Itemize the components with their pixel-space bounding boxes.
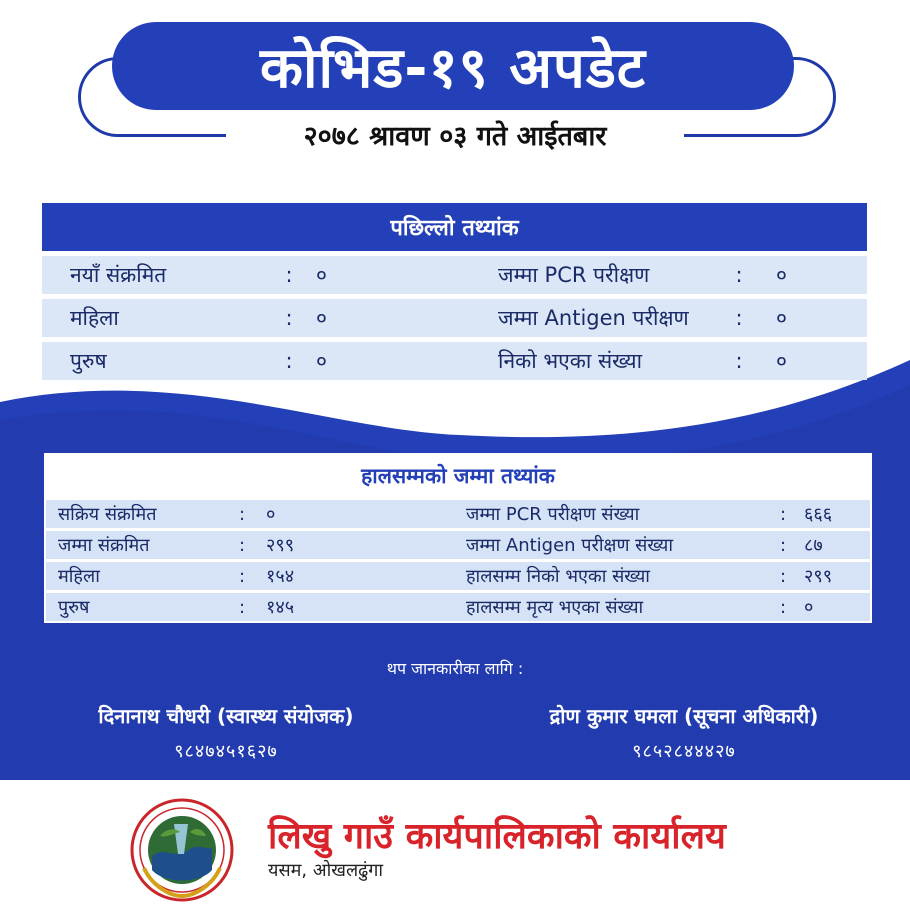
row-value: ०	[316, 349, 327, 373]
row-value: ०	[776, 263, 787, 287]
office-name: लिखु गाउँ कार्यपालिकाको कार्यालय	[268, 816, 726, 857]
separator: :	[779, 565, 787, 587]
row-label: महिला	[70, 306, 119, 330]
contact-health-coordinator	[40, 702, 412, 763]
row-label: पुरुष	[70, 349, 107, 373]
separator: :	[238, 565, 246, 587]
row-value: ८७	[804, 535, 823, 556]
separator: :	[285, 306, 293, 330]
separator: :	[779, 596, 787, 618]
separator: :	[779, 534, 787, 556]
contact-information-officer	[490, 702, 878, 763]
table-row	[42, 299, 867, 337]
row-value: २९९	[804, 566, 833, 587]
page-title: कोभिड-१९ अपडेट	[259, 36, 647, 101]
row-label: जम्मा Antigen परीक्षण	[498, 306, 689, 330]
separator: :	[285, 263, 293, 287]
header-banner	[112, 22, 794, 110]
separator: :	[238, 503, 246, 525]
row-label: सक्रिय संक्रमित	[58, 504, 157, 525]
row-label: जम्मा संक्रमित	[58, 535, 150, 556]
row-label: नयाँ संक्रमित	[70, 263, 167, 287]
contact-name: द्रोण कुमार घमला (सूचना अधिकारी)	[549, 704, 819, 728]
row-label: जम्मा PCR परीक्षण संख्या	[466, 504, 640, 525]
row-value: ०	[316, 306, 327, 330]
date-label: २०७८ श्रावण ०३ गते आईतबार	[226, 116, 684, 152]
contact-name: दिनानाथ चौधरी (स्वास्थ्य संयोजक)	[98, 704, 354, 728]
latest-table-heading: पछिल्लो तथ्यांक	[42, 203, 867, 251]
separator: :	[735, 306, 743, 330]
office-address: यसम, ओखलढुंगा	[268, 860, 384, 881]
row-label: हालसम्म निको भएका संख्या	[466, 566, 650, 587]
table-row	[46, 562, 870, 590]
separator: :	[735, 263, 743, 287]
separator: :	[779, 503, 787, 525]
row-value: २९९	[266, 535, 295, 556]
latest-table	[42, 203, 867, 380]
row-value: १५४	[266, 566, 295, 587]
contact-phone: ९८५२८४४४२७	[632, 741, 736, 762]
row-label: हालसम्म मृत्य भएका संख्या	[466, 597, 644, 618]
row-label: जम्मा Antigen परीक्षण संख्या	[466, 535, 673, 556]
separator: :	[238, 596, 246, 618]
separator: :	[735, 349, 743, 373]
table-row	[42, 342, 867, 380]
row-label: महिला	[58, 566, 100, 587]
table-row	[46, 593, 870, 621]
row-value: ०	[316, 263, 327, 287]
cumulative-table	[44, 453, 872, 623]
table-row	[46, 531, 870, 559]
row-label: जम्मा PCR परीक्षण	[498, 263, 650, 287]
contact-phone: ९८४७४५१६२७	[174, 741, 278, 762]
separator: :	[285, 349, 293, 373]
row-value: ०	[804, 597, 814, 618]
table-row	[42, 256, 867, 294]
row-value: १४५	[266, 597, 295, 618]
table-row	[46, 500, 870, 528]
separator: :	[238, 534, 246, 556]
row-value: ०	[776, 349, 787, 373]
more-info-label: थप जानकारीका लागि :	[386, 659, 524, 678]
row-value: ६६६	[804, 504, 833, 525]
cumulative-table-heading: हालसम्मको जम्मा तथ्यांक	[46, 455, 870, 497]
row-label: पुरुष	[58, 597, 90, 618]
municipality-seal-icon	[130, 798, 234, 902]
row-value: ०	[266, 504, 276, 525]
row-label: निको भएका संख्या	[498, 349, 643, 373]
footer	[0, 780, 910, 910]
row-value: ०	[776, 306, 787, 330]
